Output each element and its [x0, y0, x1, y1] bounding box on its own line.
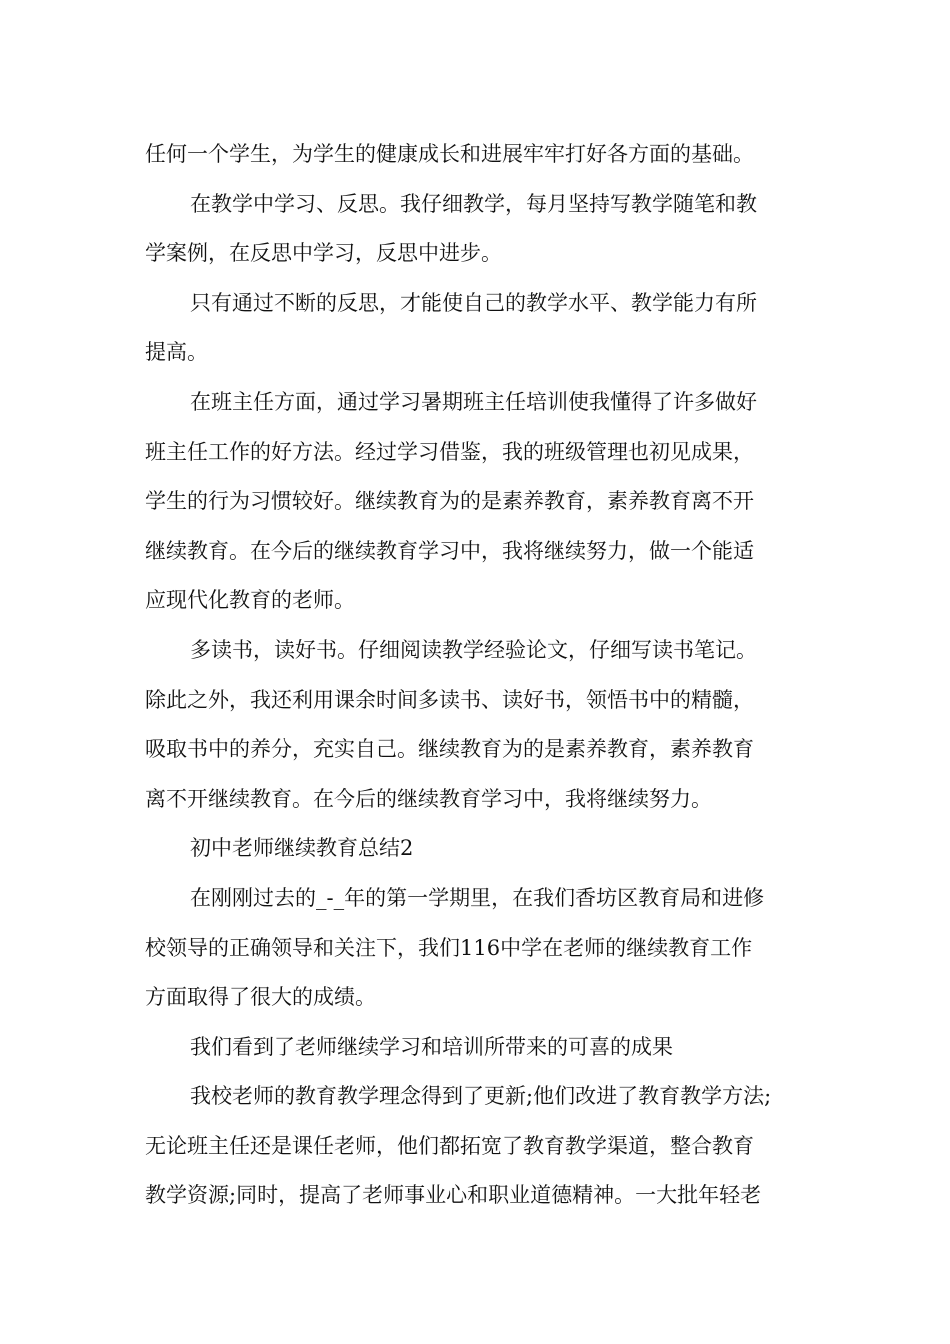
text-line: 只有通过不断的反思，才能使自己的教学水平、教学能力有所	[190, 290, 757, 315]
text-line: 方面取得了很大的成绩。	[145, 985, 376, 1010]
text-line: 我们看到了老师继续学习和培训所带来的可喜的成果	[190, 1034, 673, 1059]
document-body	[145, 130, 807, 1221]
text-line: 初中老师继续教育总结2	[190, 836, 414, 861]
text-line: 在刚刚过去的_-_年的第一学期里，在我们香坊区教育局和进修	[190, 885, 765, 910]
text-line: 我校老师的教育教学理念得到了更新;他们改进了教育教学方法;	[190, 1084, 772, 1109]
text-line: 除此之外，我还利用课余时间多读书、读好书，领悟书中的精髓，	[145, 687, 754, 712]
text-line: 提高。	[145, 340, 208, 365]
text-line: 任何一个学生，为学生的健康成长和进展牢牢打好各方面的基础。	[145, 142, 754, 166]
text-line: 学案例，在反思中学习，反思中进步。	[145, 241, 502, 266]
text-line: 在教学中学习、反思。我仔细教学，每月坚持写教学随笔和教	[190, 191, 757, 216]
text-line: 在班主任方面，通过学习暑期班主任培训使我懂得了许多做好	[190, 389, 757, 414]
text-line: 吸取书中的养分，充实自己。继续教育为的是素养教育，素养教育	[145, 737, 754, 762]
text-line: 班主任工作的好方法。经过学习借鉴，我的班级管理也初见成果，	[145, 439, 754, 464]
text-line: 校领导的正确领导和关注下，我们116中学在老师的继续教育工作	[145, 935, 753, 960]
text-line: 离不开继续教育。在今后的继续教育学习中，我将继续努力。	[145, 786, 712, 811]
text-line: 学生的行为习惯较好。继续教育为的是素养教育，素养教育离不开	[145, 489, 754, 514]
text-line: 多读书，读好书。仔细阅读教学经验论文，仔细写读书笔记。	[190, 637, 757, 662]
text-line: 应现代化教育的老师。	[145, 588, 355, 613]
text-line: 继续教育。在今后的继续教育学习中，我将继续努力，做一个能适	[145, 538, 754, 563]
text-line: 教学资源;同时，提高了老师事业心和职业道德精神。一大批年轻老	[145, 1183, 762, 1208]
text-line: 无论班主任还是课任老师，他们都拓宽了教育教学渠道，整合教育	[145, 1133, 754, 1158]
